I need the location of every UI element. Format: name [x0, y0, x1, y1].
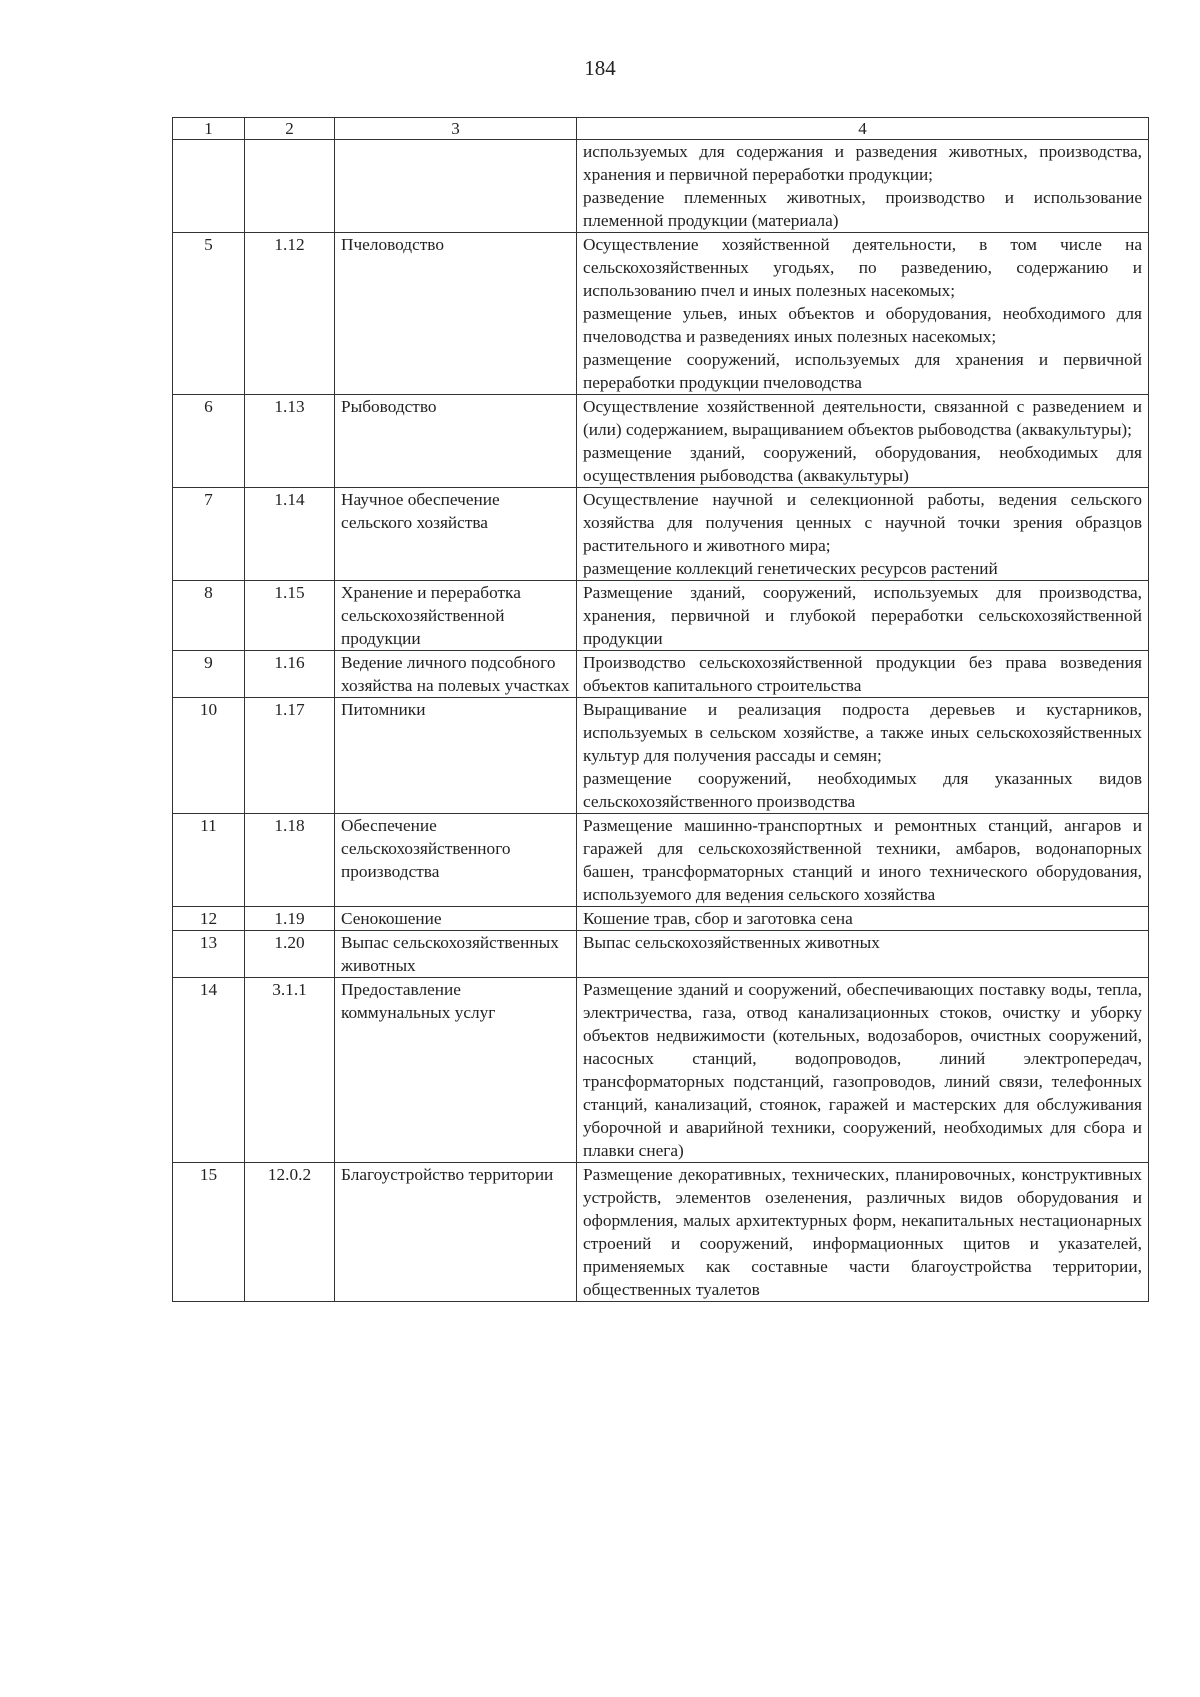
row-number: 10 [173, 698, 245, 814]
table-row [173, 140, 1149, 233]
column-header-3: 3 [335, 118, 577, 140]
table-row [173, 978, 1149, 1163]
description-paragraph: Кошение трав, сбор и заготовка сена [583, 909, 853, 928]
use-name: Питомники [335, 698, 577, 814]
description-paragraph: используемых для содержания и разведения животных, производства, хранения и первичной переработки продукции; [583, 142, 1142, 184]
land-use-table [172, 117, 1149, 1302]
row-number: 7 [173, 488, 245, 581]
use-code: 1.20 [245, 931, 335, 978]
use-code: 3.1.1 [245, 978, 335, 1163]
description-paragraph: Осуществление научной и селекционной работы, ведения сельского хозяйства для получения ценных с научной точки зрения образцов растительного и животного мира; [583, 490, 1142, 555]
use-name: Научное обеспечение сельского хозяйства [335, 488, 577, 581]
use-description [577, 395, 1149, 488]
column-header-2: 2 [245, 118, 335, 140]
description-paragraph: Размещение декоративных, технических, планировочных, конструктивных устройств, элементов озеленения, различных видов оборудования и оформления, малых архитектурных форм, некапитальных нестационарных строений и сооружений, информационных щитов и указателей, применяемых как составные части благоустройства территории, общественных туалетов [583, 1165, 1142, 1299]
table-row [173, 651, 1149, 698]
description-paragraph: Размещение зданий, сооружений, используемых для производства, хранения, первичной и глубокой переработки сельскохозяйственной продукции [583, 583, 1142, 648]
row-number: 6 [173, 395, 245, 488]
description-paragraph: размещение коллекций генетических ресурсов растений [583, 559, 998, 578]
table-header-row [173, 118, 1149, 140]
use-description [577, 698, 1149, 814]
table-row [173, 698, 1149, 814]
row-number [173, 140, 245, 233]
use-name: Хранение и переработка сельскохозяйственной продукции [335, 581, 577, 651]
use-name: Предоставление коммунальных услуг [335, 978, 577, 1163]
use-code: 1.12 [245, 233, 335, 395]
use-name: Благоустройство территории [335, 1163, 577, 1302]
page-number: 184 [584, 56, 616, 80]
table-row [173, 931, 1149, 978]
description-paragraph: Осуществление хозяйственной деятельности, связанной с разведением и (или) содержанием, выращиванием объектов рыбоводства (аквакультуры); [583, 397, 1142, 439]
table-row [173, 233, 1149, 395]
row-number: 12 [173, 907, 245, 931]
description-paragraph: размещение сооружений, необходимых для указанных видов сельскохозяйственного производства [583, 769, 1142, 811]
use-description [577, 651, 1149, 698]
use-description [577, 140, 1149, 233]
use-code: 1.17 [245, 698, 335, 814]
description-paragraph: Выращивание и реализация подроста деревьев и кустарников, используемых в сельском хозяйстве, а также иных сельскохозяйственных культур для получения рассады и семян; [583, 700, 1142, 765]
description-paragraph: размещение сооружений, используемых для хранения и первичной переработки продукции пчеловодства [583, 350, 1142, 392]
use-code: 1.14 [245, 488, 335, 581]
use-description [577, 488, 1149, 581]
table-row [173, 814, 1149, 907]
use-description [577, 1163, 1149, 1302]
use-code: 1.19 [245, 907, 335, 931]
row-number: 13 [173, 931, 245, 978]
use-name: Выпас сельскохозяйственных животных [335, 931, 577, 978]
use-code: 1.18 [245, 814, 335, 907]
description-paragraph: размещение ульев, иных объектов и оборудования, необходимого для пчеловодства и разведениях иных полезных насекомых; [583, 304, 1142, 346]
use-code [245, 140, 335, 233]
use-code: 1.13 [245, 395, 335, 488]
description-paragraph: Осуществление хозяйственной деятельности, в том числе на сельскохозяйственных угодьях, по разведению, содержанию и использованию пчел и иных полезных насекомых; [583, 235, 1142, 300]
row-number: 9 [173, 651, 245, 698]
use-description [577, 907, 1149, 931]
use-description [577, 581, 1149, 651]
row-number: 11 [173, 814, 245, 907]
row-number: 15 [173, 1163, 245, 1302]
description-paragraph: Размещение машинно-транспортных и ремонтных станций, ангаров и гаражей для сельскохозяйственной техники, амбаров, водонапорных башен, трансформаторных станций и иного технического оборудования, используемого для ведения сельского хозяйства [583, 816, 1142, 904]
description-paragraph: Производство сельскохозяйственной продукции без права возведения объектов капитального строительства [583, 653, 1142, 695]
use-description [577, 233, 1149, 395]
use-name: Обеспечение сельскохозяйственного производства [335, 814, 577, 907]
use-description [577, 978, 1149, 1163]
description-paragraph: размещение зданий, сооружений, оборудования, необходимых для осуществления рыбоводства (аквакультуры) [583, 443, 1142, 485]
description-paragraph: разведение племенных животных, производство и использование племенной продукции (материала) [583, 188, 1142, 230]
row-number: 14 [173, 978, 245, 1163]
table-row [173, 907, 1149, 931]
use-description [577, 931, 1149, 978]
table-body [173, 140, 1149, 1302]
column-header-4: 4 [577, 118, 1149, 140]
table-row [173, 581, 1149, 651]
use-description [577, 814, 1149, 907]
table-row [173, 1163, 1149, 1302]
use-name: Ведение личного подсобного хозяйства на полевых участках [335, 651, 577, 698]
use-name: Пчеловодство [335, 233, 577, 395]
table-row [173, 395, 1149, 488]
table-row [173, 488, 1149, 581]
use-name [335, 140, 577, 233]
description-paragraph: Выпас сельскохозяйственных животных [583, 933, 880, 952]
use-code: 12.0.2 [245, 1163, 335, 1302]
row-number: 5 [173, 233, 245, 395]
use-name: Сенокошение [335, 907, 577, 931]
use-code: 1.16 [245, 651, 335, 698]
column-header-1: 1 [173, 118, 245, 140]
use-name: Рыбоводство [335, 395, 577, 488]
use-code: 1.15 [245, 581, 335, 651]
row-number: 8 [173, 581, 245, 651]
description-paragraph: Размещение зданий и сооружений, обеспечивающих поставку воды, тепла, электричества, газа, отвод канализационных стоков, очистку и уборку объектов недвижимости (котельных, водозаборов, очистных сооружений, насосных станций, водопроводов, линий электропередач, трансформаторных подстанций, газопроводов, линий связи, телефонных станций, канализаций, стоянок, гаражей и мастерских для обслуживания уборочной и аварийной техники, сооружений, необходимых для сбора и плавки снега) [583, 980, 1142, 1160]
